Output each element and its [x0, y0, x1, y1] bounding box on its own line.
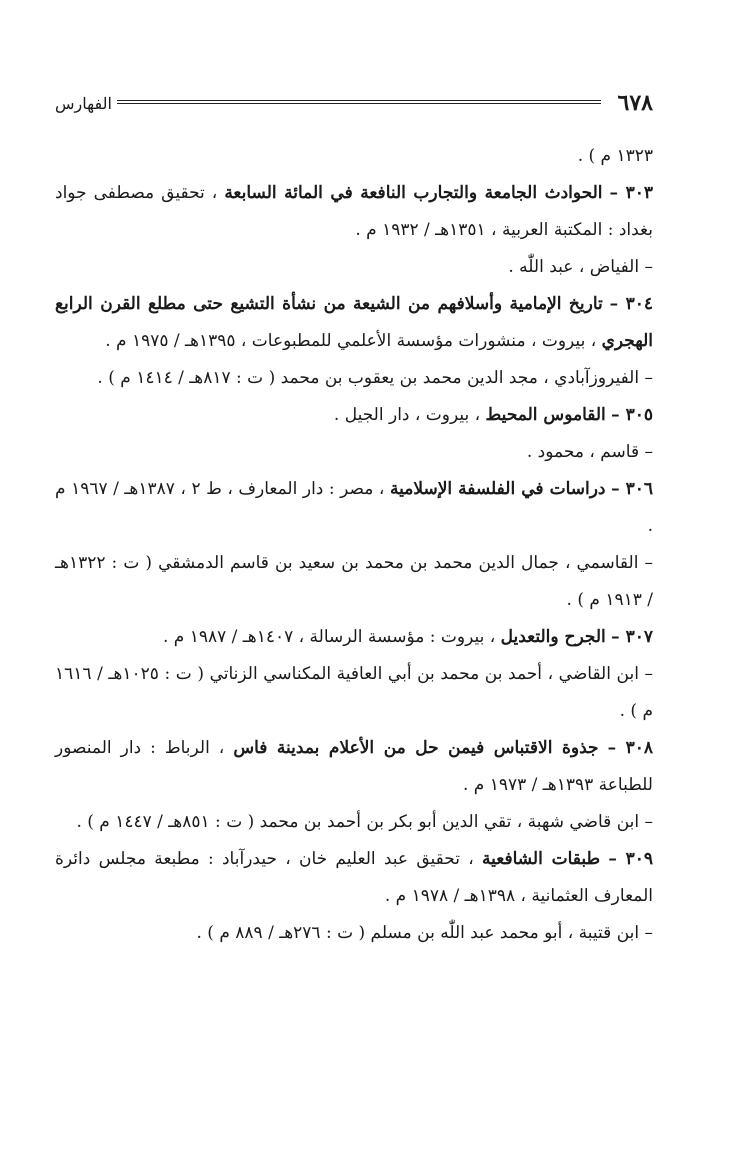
author-line-309: – ابن قتيبة ، أبو محمد عبد اللّٰه بن مسلم ( ت : ٢٧٦هـ / ٨٨٩ م ) .: [196, 923, 653, 943]
index-entry-307: [55, 619, 653, 656]
entry-number: ٣٠٥ –: [611, 405, 653, 425]
entry-title: طبقات الشافعية: [482, 849, 601, 869]
header-rule: [117, 100, 601, 104]
entry-title: الجرح والتعديل: [500, 627, 606, 647]
author-line-305: – قاسم ، محمود .: [526, 442, 653, 462]
entry-number: ٣٠٦ –: [611, 479, 654, 499]
index-entry-306: [55, 471, 653, 545]
author-line-304: – الفيروزآبادي ، مجد الدين محمد بن يعقوب بن محمد ( ت : ٨١٧هـ / ١٤١٤ م ) .: [97, 368, 653, 388]
entry-publication: ، مصر : دار المعارف ، ط ٢ ، ١٣٨٧هـ / ١٩٦٧ م .: [55, 479, 653, 536]
entry-publication: ، تحقيق مصطفى جواد بغداد : المكتبة العربية ، ١٣٥١هـ / ١٩٣٢ م .: [55, 183, 653, 240]
entry-title: دراسات في الفلسفة الإسلامية: [389, 479, 606, 499]
index-entry-304: [55, 286, 653, 360]
index-entry-308: [55, 730, 653, 804]
author-line-308: – ابن قاضي شهبة ، تقي الدين أبو بكر بن أحمد بن محمد ( ت : ٨٥١هـ / ١٤٤٧ م ) .: [76, 812, 653, 832]
author-line-306: – القاسمي ، جمال الدين محمد بن محمد بن سعيد بن قاسم الدمشقي ( ت : ١٣٢٢هـ / ١٩١٣ م ) .: [55, 553, 653, 610]
entry-number: ٣٠٨ –: [607, 738, 654, 758]
entry-number: ٣٠٤ –: [609, 294, 653, 314]
index-entry-303: [55, 175, 653, 249]
entry-number: ٣٠٧ –: [611, 627, 653, 647]
author-line-307: – ابن القاضي ، أحمد بن محمد بن أبي العافية المكناسي الزناتي ( ت : ١٠٢٥هـ / ١٦١٦ م ) .: [55, 664, 654, 721]
entry-publication: ، بيروت ، منشورات مؤسسة الأعلمي للمطبوعات ، ١٣٩٥هـ / ١٩٧٥ م .: [105, 331, 597, 351]
page-number: ٦٧٨: [617, 90, 653, 116]
continuation-line: ١٣٢٣ م ) .: [577, 146, 653, 166]
entry-title: الحوادث الجامعة والتجارب النافعة في المائة السابعة: [224, 183, 603, 203]
entry-title: القاموس المحيط: [485, 405, 606, 425]
entry-number: ٣٠٣ –: [609, 183, 653, 203]
entry-title: جذوة الاقتباس فيمن حل من الأعلام بمدينة فاس: [233, 738, 599, 758]
entry-publication: ، بيروت ، دار الجيل .: [333, 405, 481, 425]
entry-title: تاريخ الإمامية وأسلافهم من الشيعة من نشأة التشيع حتى مطلع القرن الرابع الهجري: [55, 294, 653, 351]
entry-publication: ، الرباط : دار المنصور للطباعة ١٣٩٣هـ / ١٩٧٣ م .: [55, 738, 653, 795]
running-title: الفهارس: [55, 94, 112, 113]
index-entry-305: [55, 397, 653, 434]
entry-number: ٣٠٩ –: [608, 849, 654, 869]
entry-publication: ، تحقيق عبد العليم خان ، حيدرآباد : مطبعة مجلس دائرة المعارف العثمانية ، ١٣٩٨هـ / ١٩٧٨ م .: [55, 849, 653, 906]
entry-publication: ، بيروت : مؤسسة الرسالة ، ١٤٠٧هـ / ١٩٨٧ م .: [162, 627, 496, 647]
index-body: [55, 138, 653, 952]
index-entry-309: [55, 841, 653, 915]
page-header: [55, 88, 653, 120]
author-line-303: – الفياض ، عبد اللّٰه .: [508, 257, 653, 277]
